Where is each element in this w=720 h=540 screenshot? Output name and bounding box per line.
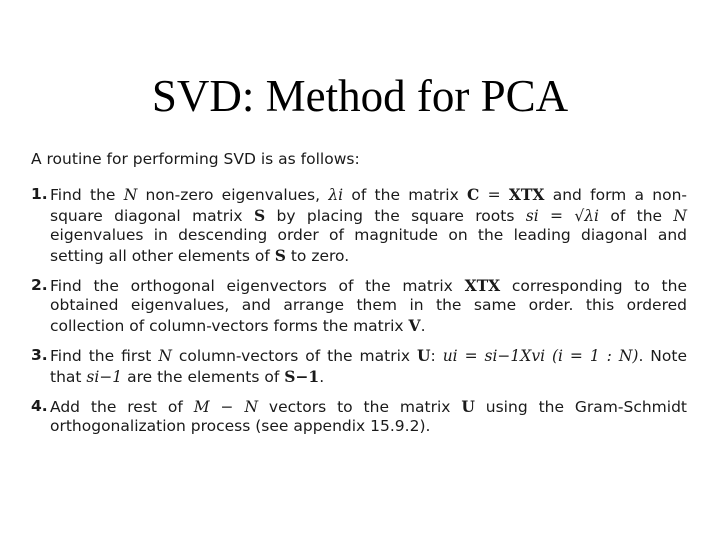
math-si-inverse: si−1	[86, 367, 123, 386]
step-number: 2.	[31, 276, 48, 295]
math-S: S	[253, 205, 266, 225]
math-XTX: XTX	[508, 185, 545, 205]
step-1	[31, 185, 687, 266]
math-si-sqrt: si = √λi	[525, 206, 599, 225]
step-text: column-vectors of the matrix	[171, 347, 417, 366]
step-3	[31, 346, 687, 387]
math-N: N	[158, 347, 172, 366]
step-text: Add the rest of	[50, 398, 194, 417]
math-N: N	[673, 206, 687, 225]
math-M-minus-N: M − N	[193, 398, 259, 417]
step-number: 4.	[31, 397, 48, 416]
step-text: . Note that	[50, 347, 688, 386]
steps-list	[31, 185, 687, 436]
step-2	[31, 276, 687, 336]
math-V: V	[408, 315, 421, 335]
step-text: :	[430, 347, 443, 366]
step-text: Find the orthogonal eigenvectors of the matrix	[50, 277, 465, 296]
step-text: of the matrix	[343, 186, 468, 205]
step-text: Find the	[50, 186, 124, 205]
step-number: 1.	[31, 185, 48, 204]
step-text: corresponding to the obtained eigenvalues, and arrange them in the same order. this ordered collection of column-vectors forms the matrix	[50, 277, 687, 335]
math-S: S	[274, 245, 286, 265]
step-text: .	[420, 316, 426, 335]
slide-title: SVD: Method for PCA	[151, 71, 569, 121]
math-C: C	[467, 185, 480, 205]
math-U: U	[417, 346, 431, 366]
math-equals: =	[479, 186, 509, 205]
math-XTX: XTX	[464, 276, 501, 296]
step-text: of the	[599, 206, 674, 225]
math-lambda-i: λi	[328, 186, 344, 205]
step-text: are the elements of	[122, 367, 285, 386]
step-text: to zero.	[285, 246, 350, 265]
step-4	[31, 397, 687, 437]
math-U: U	[461, 397, 475, 417]
step-text: .	[319, 367, 325, 386]
step-text: non-zero eigenvalues,	[137, 186, 329, 205]
step-text: eigenvalues in descending order of magnitude on the leading diagonal and setting all other elements of	[50, 226, 687, 265]
math-S-inverse: S−1	[284, 366, 320, 386]
step-number: 3.	[31, 346, 48, 365]
math-ui-formula: ui = si−1Xvi (i = 1 : N)	[442, 347, 639, 366]
step-text: using the Gram-Schmidt orthogonalization process (see appendix 15.9.2).	[50, 398, 687, 436]
math-N: N	[123, 186, 138, 205]
step-text: by placing the square roots	[265, 206, 526, 225]
step-text: vectors to the matrix	[258, 398, 462, 417]
step-text: and form a non-square diagonal matrix	[50, 186, 687, 225]
intro-text: A routine for performing SVD is as follows:	[31, 150, 360, 168]
step-text: Find the first	[50, 347, 159, 366]
slide-body	[31, 150, 687, 447]
